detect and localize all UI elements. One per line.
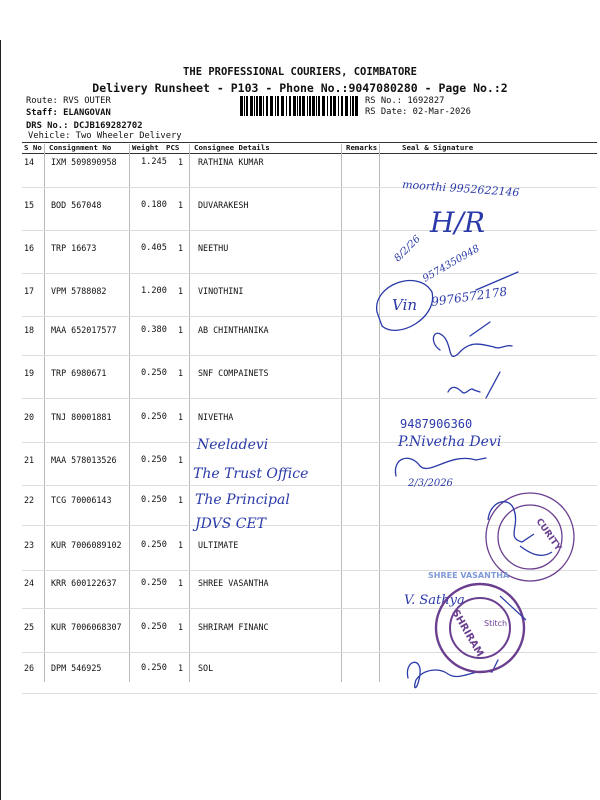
row-sno: 19 bbox=[24, 368, 35, 378]
row-weight: 0.250 bbox=[141, 495, 167, 505]
signature-row-17-phone: 9976572178 bbox=[430, 284, 509, 309]
row-consignment: TCG 70006143 bbox=[51, 495, 112, 505]
signature-row-22-org: JDVS CET bbox=[195, 516, 267, 532]
stamp-shriram bbox=[436, 584, 526, 672]
row-sno: 14 bbox=[24, 157, 35, 167]
drs-label: DRS No.: DCJB169282702 bbox=[26, 121, 143, 131]
row-consignee: NIVETHA bbox=[198, 412, 234, 422]
signature-row-21-name: Neeladevi bbox=[197, 437, 269, 453]
company-title: THE PROFESSIONAL COURIERS, COIMBATORE bbox=[183, 66, 417, 78]
row-sno: 16 bbox=[24, 243, 35, 253]
row-pcs: 1 bbox=[178, 622, 184, 632]
col-remarks: Remarks bbox=[346, 143, 378, 152]
row-pcs: 1 bbox=[178, 368, 184, 378]
row-pcs: 1 bbox=[178, 663, 184, 673]
col-consignee: Consignee Details bbox=[194, 143, 270, 152]
row-consignment: TRP 16673 bbox=[51, 243, 97, 253]
row-pcs: 1 bbox=[178, 412, 184, 422]
row-weight: 0.250 bbox=[141, 540, 167, 550]
row-pcs: 1 bbox=[178, 157, 184, 167]
rs-date-label: RS Date: 02-Mar-2026 bbox=[365, 107, 471, 117]
col-pcs: PCS bbox=[166, 143, 180, 152]
row-consignment: KRR 600122637 bbox=[51, 578, 117, 588]
row-weight: 0.250 bbox=[141, 622, 167, 632]
row-weight: 0.250 bbox=[141, 578, 167, 588]
signature-row-20-phone: 9487906360 bbox=[400, 417, 473, 431]
signature-row-22-title: The Principal bbox=[195, 492, 290, 508]
signature-scribble bbox=[448, 387, 480, 393]
row-consignee: DUVARAKESH bbox=[198, 200, 249, 210]
runsheet-subtitle: Delivery Runsheet - P103 - Phone No.:9047080280 - Page No.:2 bbox=[92, 81, 508, 95]
vehicle-label: Vehicle: Two Wheeler Delivery bbox=[28, 131, 182, 141]
col-sno: S No bbox=[24, 143, 42, 152]
row-consignee: SHREE VASANTHA bbox=[198, 578, 269, 588]
row-weight: 1.245 bbox=[141, 157, 167, 167]
route-label: Route: RVS OUTER bbox=[26, 96, 111, 106]
signature-row-14: moorthi 9952622146 bbox=[401, 178, 520, 200]
row-consignment: BOD 567048 bbox=[51, 200, 102, 210]
row-pcs: 1 bbox=[178, 540, 184, 550]
row-sno: 24 bbox=[24, 578, 35, 588]
row-weight: 0.250 bbox=[141, 412, 167, 422]
row-pcs: 1 bbox=[178, 578, 184, 588]
row-weight: 0.250 bbox=[141, 368, 167, 378]
row-consignment: KUR 7006089102 bbox=[51, 540, 122, 550]
row-pcs: 1 bbox=[178, 243, 184, 253]
row-consignee: VINOTHINI bbox=[198, 286, 244, 296]
row-sno: 18 bbox=[24, 325, 35, 335]
signature-scribble bbox=[433, 333, 512, 356]
signature-row-24: V. Sathya bbox=[404, 593, 465, 608]
row-consignee: SOL bbox=[198, 663, 214, 673]
row-consignment: DPM 546925 bbox=[51, 663, 102, 673]
signature-row-20: P.Nivetha Devi bbox=[398, 434, 502, 450]
signature-scribble bbox=[395, 458, 486, 476]
col-weight: Weight bbox=[132, 143, 159, 152]
row-weight: 0.250 bbox=[141, 455, 167, 465]
signature-row-17: Vin bbox=[392, 296, 418, 314]
row-consignment: TRP 6980671 bbox=[51, 368, 107, 378]
signature-row-15: H/R bbox=[430, 206, 485, 239]
row-sno: 22 bbox=[24, 495, 35, 505]
row-consignee: ULTIMATE bbox=[198, 540, 239, 550]
signature-stroke bbox=[470, 322, 490, 336]
col-consignment: Consignment No bbox=[49, 143, 112, 152]
signature-stroke bbox=[486, 372, 500, 398]
stamp-shriram-text: SHRIRAM bbox=[449, 608, 486, 659]
row-sno: 21 bbox=[24, 455, 35, 465]
row-consignee: RATHINA KUMAR bbox=[198, 157, 264, 167]
row-consignment: KUR 7006068307 bbox=[51, 622, 122, 632]
col-seal: Seal & Signature bbox=[402, 143, 474, 152]
row-pcs: 1 bbox=[178, 495, 184, 505]
row-sno: 26 bbox=[24, 663, 35, 673]
scan-edge bbox=[0, 40, 1, 800]
row-weight: 1.200 bbox=[141, 286, 167, 296]
row-consignee: SNF COMPAINETS bbox=[198, 368, 269, 378]
row-consignee: SHRIRAM FINANC bbox=[198, 622, 269, 632]
row-consignment: IXM 509890958 bbox=[51, 157, 117, 167]
stamp-security-text: CURITY bbox=[533, 516, 563, 553]
row-consignment: TNJ 80001881 bbox=[51, 412, 112, 422]
signature-row-16-phone: 9574350948 bbox=[421, 243, 482, 285]
row-consignment: MAA 578013526 bbox=[51, 455, 117, 465]
row-sno: 20 bbox=[24, 412, 35, 422]
staff-label: Staff: ELANGOVAN bbox=[26, 108, 111, 118]
row-consignment: VPM 5788082 bbox=[51, 286, 107, 296]
row-pcs: 1 bbox=[178, 200, 184, 210]
stamp-inner-text: Stitch bbox=[484, 619, 508, 628]
signature-scribble bbox=[407, 660, 498, 688]
row-pcs: 1 bbox=[178, 286, 184, 296]
row-sno: 23 bbox=[24, 540, 35, 550]
row-sno: 17 bbox=[24, 286, 35, 296]
row-weight: 0.380 bbox=[141, 325, 167, 335]
stamp-vasantha: SHREE VASANTHA bbox=[428, 571, 510, 580]
row-consignment: MAA 652017577 bbox=[51, 325, 117, 335]
row-weight: 0.180 bbox=[141, 200, 167, 210]
row-consignee: AB CHINTHANIKA bbox=[198, 325, 269, 335]
rs-no-label: RS No.: 1692827 bbox=[365, 96, 445, 106]
signature-row-21-org: The Trust Office bbox=[193, 466, 309, 482]
row-weight: 0.405 bbox=[141, 243, 167, 253]
row-weight: 0.250 bbox=[141, 663, 167, 673]
stamp-security bbox=[486, 493, 574, 581]
row-pcs: 1 bbox=[178, 325, 184, 335]
row-consignee: NEETHU bbox=[198, 243, 229, 253]
signature-row-16-date: 8/2/26 bbox=[392, 233, 423, 265]
row-sno: 15 bbox=[24, 200, 35, 210]
row-pcs: 1 bbox=[178, 455, 184, 465]
signature-row-21-date: 2/3/2026 bbox=[408, 478, 453, 489]
row-sno: 25 bbox=[24, 622, 35, 632]
